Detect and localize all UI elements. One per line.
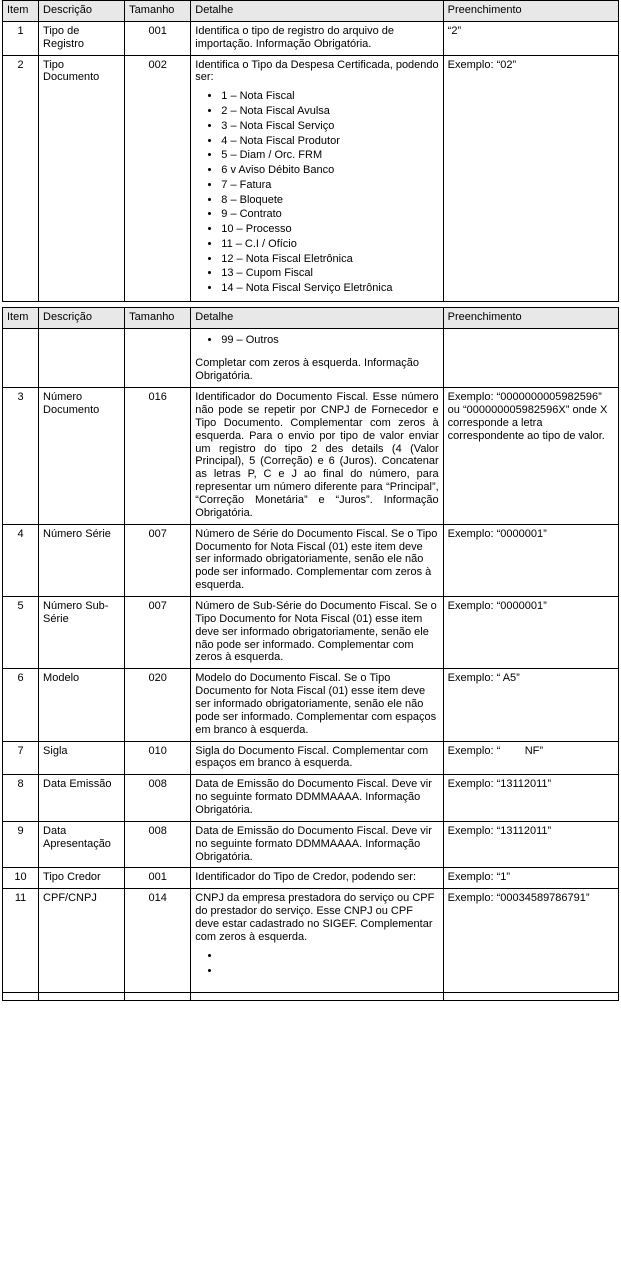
list-item: • 3 – Nota Fiscal Serviço [221,120,438,134]
detalhe-bullet-list [195,334,438,348]
column-header-descricao: Descrição [39,1,125,22]
detalhe-text-after: Completar com zeros à esquerda. Informação Obrigatória. [195,357,420,383]
cell-preenchimento: Exemplo: “13112011” [443,775,618,822]
list-item: • 2 – Nota Fiscal Avulsa [221,105,438,119]
detalhe-text: Modelo do Documento Fiscal. Se o Tipo Documento for Nota Fiscal (01) esse item deve ser informado obrigatoriamente, senão ele não pode ser informado. Complementar com espaços em branco à esquerda. [195,672,437,736]
column-header-preenchimento: Preenchimento [443,307,618,328]
list-item: • 7 – Fatura [221,179,438,193]
list-item: • 10 – Processo [221,223,438,237]
detalhe-text: Identificador do Documento Fiscal. Esse número não pode se repetir por CNPJ de Fornecedor e Tipo Documento. Complementar com zeros à esquerda. Para o envio por tipo de valor enviar um registro do tipo 2 des details (4 (Valor Principal), 5 (Correção) e 6 (Juros). Concatenar as letras P, C e J ao final do número, para representar um número diferente para “Principal”, “Correção Monetária” e “Juros”. Informação Obrigatória. [195,391,439,519]
table-row [3,55,619,301]
list-item: • 11 – C.I / Ofício [221,238,438,252]
cell-item: 7 [3,741,39,775]
cell-descricao: Data Apresentação [39,821,125,868]
list-item: • 13 – Cupom Fiscal [221,267,438,281]
detalhe-text: CNPJ da empresa prestadora do serviço ou CPF do prestador do serviço. Esse CNPJ ou CPF deve estar cadastrado no SIGEF. Complementar com zeros à esquerda. [195,892,435,943]
cell-preenchimento: Exemplo: “02” [443,55,618,301]
column-header-detalhe: Detalhe [191,1,443,22]
detalhe-text: Número de Sub-Série do Documento Fiscal. Se o Tipo Documento for Nota Fiscal (01) esse item deve ser informado obrigatoriamente, senão ele não pode ser informado. Complementar com zeros à esquerda. [195,600,437,664]
table-row [3,21,619,55]
cell-detalhe [191,889,443,993]
cell-tamanho: 007 [125,597,191,669]
detalhe-text: Número de Série do Documento Fiscal. Se o Tipo Documento for Nota Fiscal (01) este item deve ser informado obrigatoriamente, senão ele não pode ser informado. Complementar com zeros à esquerda. [195,527,438,592]
cell-item: 3 [3,388,39,525]
cell-tamanho: 008 [125,821,191,868]
cell-item [3,328,39,387]
list-item: • 12 – Nota Fiscal Eletrônica [221,253,438,267]
detalhe-text: Data de Emissão do Documento Fiscal. Deve vir no seguinte formato DDMMAAAA. Informação Obrigatória. [195,824,432,863]
table-row [3,669,619,741]
cell-item: 6 [3,669,39,741]
spec-table-2 [2,307,619,1001]
table-row [3,388,619,525]
cell-descricao [39,993,125,1001]
cell-preenchimento: Exemplo: “0000000005982596” ou “000000005982596X” onde X corresponde a letra correspondente ao tipo de valor. [443,388,618,525]
cell-item: 10 [3,868,39,889]
column-header-detalhe: Detalhe [191,307,443,328]
cell-detalhe [191,597,443,669]
list-item: • 6 v Aviso Débito Banco [221,164,438,178]
cell-descricao: Modelo [39,669,125,741]
cell-tamanho: 010 [125,741,191,775]
table-row [3,821,619,868]
cell-detalhe [191,388,443,525]
cell-tamanho: 001 [125,21,191,55]
cell-item: 4 [3,524,39,596]
list-item: • 9 – Contrato [221,208,438,222]
cell-descricao: Tipo Documento [39,55,125,301]
cell-item: 5 [3,597,39,669]
column-header-tamanho: Tamanho [125,307,191,328]
cell-descricao: Número Sub-Série [39,597,125,669]
cell-detalhe [191,524,443,596]
cell-preenchimento [443,328,618,387]
column-header-item: Item [3,307,39,328]
table-row [3,889,619,993]
cell-descricao: Tipo de Registro [39,21,125,55]
cell-preenchimento: Exemplo: “13112011” [443,821,618,868]
column-header-preenchimento: Preenchimento [443,1,618,22]
cell-tamanho: 016 [125,388,191,525]
cell-item: 11 [3,889,39,993]
table-row [3,524,619,596]
detalhe-text: Identificador do Tipo de Credor, podendo ser: [195,871,417,884]
cell-tamanho: 008 [125,775,191,822]
cell-descricao: Número Série [39,524,125,596]
table-header-row [3,1,619,22]
cell-detalhe [191,669,443,741]
cell-tamanho [125,328,191,387]
cell-preenchimento: “2” [443,21,618,55]
cell-item [3,993,39,1001]
table-header-row [3,307,619,328]
cell-preenchimento: Exemplo: “1” [443,868,618,889]
cell-tamanho: 001 [125,868,191,889]
cell-item: 9 [3,821,39,868]
table-row [3,741,619,775]
cell-tamanho: 014 [125,889,191,993]
cell-detalhe [191,775,443,822]
column-header-tamanho: Tamanho [125,1,191,22]
cell-detalhe [191,55,443,301]
list-item: • 8 – Bloquete [221,194,438,208]
cell-preenchimento: Exemplo: “ NF” [443,741,618,775]
cell-descricao: Tipo Credor [39,868,125,889]
list-item: • 5 – Diam / Orc. FRM [221,149,438,163]
cell-preenchimento: Exemplo: “ A5” [443,669,618,741]
cell-item: 2 [3,55,39,301]
table-row [3,328,619,387]
detalhe-text: Identifica o Tipo da Despesa Certificada, podendo ser: [195,58,439,84]
cell-preenchimento: Exemplo: “00034589786791” [443,889,618,993]
cell-descricao: CPF/CNPJ [39,889,125,993]
column-header-descricao: Descrição [39,307,125,328]
cell-tamanho: 020 [125,669,191,741]
cell-item: 8 [3,775,39,822]
detalhe-text: Sigla do Documento Fiscal. Complementar com espaços em branco à esquerda. [195,744,429,770]
cell-preenchimento: Exemplo: “0000001” [443,597,618,669]
detalhe-bullet-list [195,950,438,979]
detalhe-text: Identifica o tipo de registro do arquivo de importação. Informação Obrigatória. [195,24,395,50]
cell-item: 1 [3,21,39,55]
cell-descricao: Número Documento [39,388,125,525]
cell-detalhe [191,21,443,55]
table-row [3,868,619,889]
cell-detalhe [191,741,443,775]
cell-detalhe [191,993,443,1001]
table-row [3,597,619,669]
list-item: • 1 – Nota Fiscal [221,90,438,104]
spec-table-1 [2,0,619,302]
list-item [221,950,438,964]
column-header-item: Item [3,1,39,22]
list-item [221,965,438,979]
cell-descricao [39,328,125,387]
cell-preenchimento: Exemplo: “0000001” [443,524,618,596]
cell-descricao: Data Emissão [39,775,125,822]
table-row [3,993,619,1001]
cell-tamanho [125,993,191,1001]
cell-detalhe [191,821,443,868]
cell-preenchimento [443,993,618,1001]
cell-descricao: Sigla [39,741,125,775]
cell-detalhe [191,868,443,889]
detalhe-text: Data de Emissão do Documento Fiscal. Deve vir no seguinte formato DDMMAAAA. Informação Obrigatória. [195,778,432,817]
detalhe-bullet-list [195,90,438,296]
list-item: • 14 – Nota Fiscal Serviço Eletrônica [221,282,438,296]
cell-detalhe [191,328,443,387]
cell-tamanho: 002 [125,55,191,301]
list-item: • 4 – Nota Fiscal Produtor [221,135,438,149]
table-row [3,775,619,822]
cell-tamanho: 007 [125,524,191,596]
list-item: • 99 – Outros [221,334,438,348]
